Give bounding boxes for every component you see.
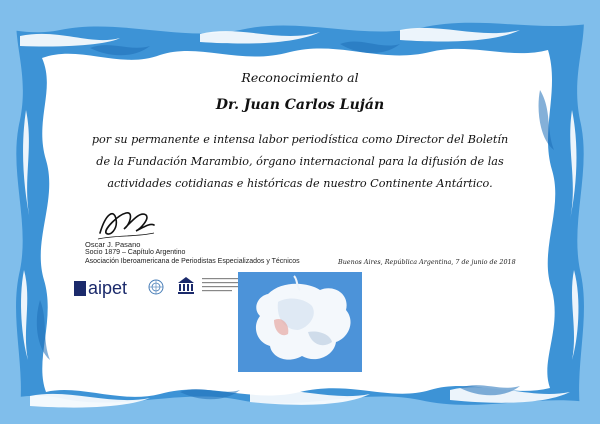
signature-icon (96, 203, 156, 243)
body-line: por su permanente e intensa labor periodística como Director del Boletín (91, 133, 509, 146)
recipient-name: Dr. Juan Carlos Luján (215, 97, 385, 113)
aipet-logo-text: aipet (88, 278, 128, 298)
location-date: Buenos Aires, República Argentina, 7 de junio de 2018 (338, 258, 516, 266)
signatory-organization: Asociación Iberoamericana de Periodistas Especializados y Técnicos (85, 258, 300, 265)
unesco-emblem-icon (176, 275, 196, 295)
aipet-logo (74, 278, 127, 299)
certificate-title: Reconocimiento al (241, 70, 359, 85)
signatory-membership: Socio 1879 – Capítulo Argentino (85, 249, 186, 256)
antarctica-map (238, 272, 362, 372)
aipet-mark-icon (74, 281, 86, 296)
body-line: de la Fundación Marambio, órgano internacional para la difusión de las (96, 155, 504, 168)
body-line: actividades cotidianas e históricas de nuestro Continente Antártico. (107, 177, 493, 190)
signatory-name: Oscar J. Pasano (85, 240, 141, 249)
un-emblem-icon (148, 279, 164, 295)
